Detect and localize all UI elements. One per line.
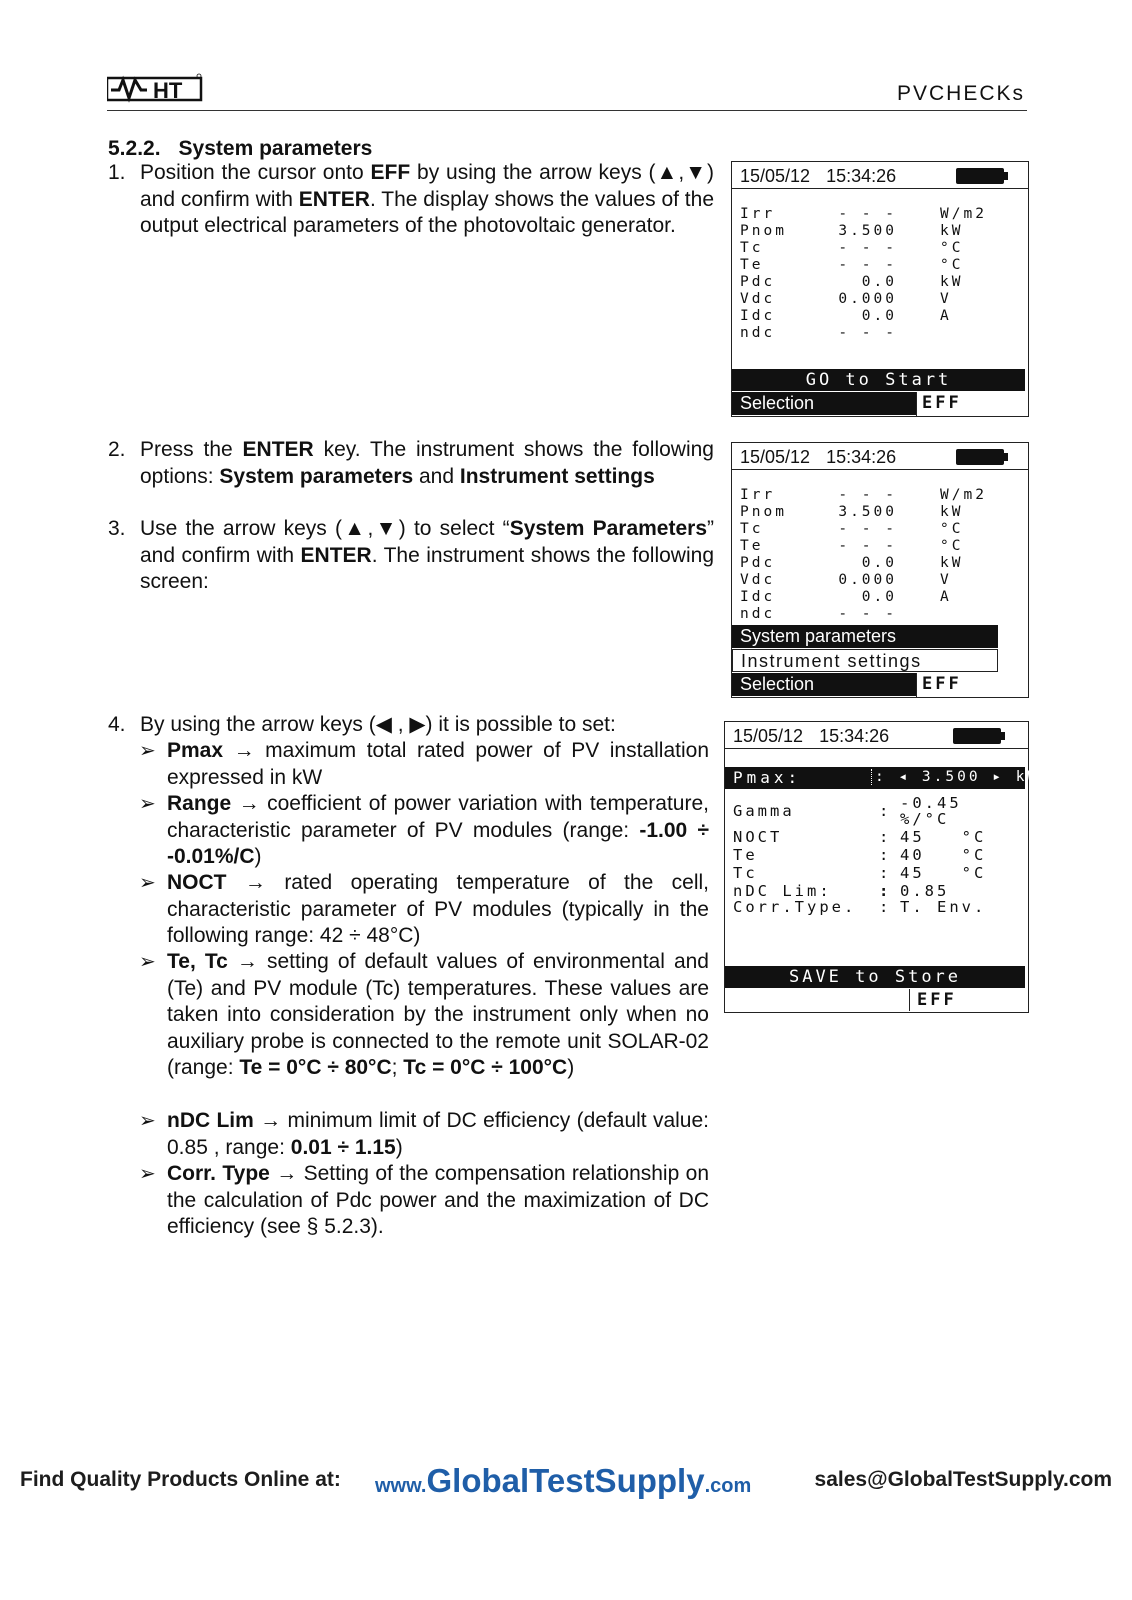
bullet-key: NOCT (167, 871, 227, 894)
bullet-text: Setting of the compensation relationship on the calculation of Pdc power and the maximization of DC efficiency (see § 5.2.3). (167, 1162, 710, 1238)
menu-instrument-settings[interactable]: Instrument settings (732, 649, 998, 672)
pmax-label: Pmax: (733, 768, 802, 787)
bullet-key: Pmax (167, 739, 224, 762)
url-suffix: .com (704, 1475, 752, 1497)
battery-icon (953, 728, 1001, 744)
step-number: 1. (108, 161, 126, 184)
bullet-text: rated operating temperature of the cell, characteristic parameter of PV modules (typically in the following range: 42 ÷ 48°C) (167, 871, 709, 947)
bullet-marker: ➢ (139, 740, 156, 762)
step-keyword: ENTER (300, 543, 372, 567)
selection-label: Selection (732, 673, 916, 696)
instrument-screen-2: 15/05/12 15:34:26 Irr - - - W/m2 Pnom 3.500 kW Tc - - - °C Te - - - °C Pdc 0.0 kW Vdc 0.000 V Idc 0.0 A ndc - - - System parameters Instrument settings Selection EFF (731, 442, 1029, 698)
footer-website-link[interactable] (375, 1462, 751, 1500)
header-rule (107, 110, 1027, 111)
step-text: by using the arrow keys (▲,▼) and confirm with (140, 161, 714, 211)
mode-eff: EFF (922, 674, 962, 694)
step-keyword: ENTER (242, 438, 314, 461)
bullet-range (139, 791, 709, 871)
bullet-value: Te = 0°C ÷ 80°C (239, 1056, 392, 1079)
screen-divider (725, 748, 1028, 749)
step-text: and (413, 464, 460, 488)
arrow-icon: → (276, 1162, 298, 1185)
bullet-text: minimum limit of DC efficiency (default value: 0.85 , range: (167, 1109, 709, 1159)
bullet-ndc-lim: ➢ nDC Lim → minimum limit of DC efficiency (default value: 0.85 , range: 0.01 ÷ 1.15) (139, 1109, 709, 1159)
bullet-key: Corr. Type (167, 1162, 270, 1185)
step-keyword: Instrument settings (459, 464, 655, 488)
battery-icon (956, 168, 1004, 184)
bullet-marker: ➢ (139, 1163, 156, 1185)
step-text: Position the cursor onto (140, 161, 371, 184)
bullet-marker: ➢ (139, 872, 156, 894)
url-prefix: www. (375, 1475, 427, 1497)
arrow-icon: → (236, 950, 258, 973)
step-number: 4. (108, 713, 126, 736)
instrument-screen-1: 15/05/12 15:34:26 Irr - - - W/m2 Pnom 3.500 kW Tc - - - °C Te - - - °C Pdc 0.0 kW Vdc 0.000 V Idc 0.0 A ndc - - - GO to Start Selection EFF (731, 161, 1029, 417)
screen-time: 15:34:26 (826, 166, 897, 186)
go-to-start-bar[interactable]: GO to Start (732, 369, 1025, 391)
step-text: key. The instrument shows the following options: (140, 438, 714, 488)
bullet-noct (139, 870, 709, 950)
screen-datetime (740, 166, 896, 187)
step-keyword: System Parameters (509, 517, 707, 540)
svg-text:HT: HT (153, 78, 183, 103)
screen-divider (732, 188, 1028, 189)
step-keyword: System parameters (219, 464, 414, 488)
step-number: 2. (108, 438, 126, 461)
step-text: Press the (140, 438, 243, 461)
selection-label: Selection (732, 392, 916, 415)
menu-system-parameters[interactable]: System parameters (732, 625, 998, 648)
section-title (108, 137, 390, 161)
bullet-marker: ➢ (139, 1110, 156, 1132)
footer-email-link[interactable]: sales@GlobalTestSupply.com (814, 1468, 1112, 1491)
step-text: ” and confirm with (140, 517, 714, 567)
mode-eff: EFF (917, 990, 957, 1010)
footer-tagline: Find Quality Products Online at: (20, 1468, 341, 1491)
section-name: System parameters (178, 137, 373, 160)
bullet-te-tc: ➢ Te, Tc → setting of default values of environmental and (Te) and PV module (Tc) temperatures. These values are taken into consideration by the instrument only when no auxiliary probe is connected to the remote unit SOLAR-02 (range: Te = 0°C ÷ 80°C; Tc = 0°C ÷ 100°C) (139, 950, 709, 1079)
step-keyword: EFF (370, 161, 411, 184)
screen-datetime (733, 726, 889, 747)
product-name: PVCHECKs (896, 82, 1025, 105)
step-4 (108, 712, 714, 739)
step-text: . The display shows the values of the output electrical parameters of the photovoltaic generator. (140, 187, 714, 237)
bullet-text: coefficient of power variation with temperature, characteristic parameter of PV modules (range: (167, 792, 709, 842)
step-2 (108, 437, 714, 490)
arrow-icon: → (233, 739, 255, 762)
mode-eff: EFF (922, 393, 962, 413)
pmax-value[interactable]: : ◂ 3.500 ▸ kW (871, 769, 1039, 785)
instrument-screen-3: 15/05/12 15:34:26 Pmax: : ◂ 3.500 ▸ kW Gamma : -0.45 %/°C NOCT : 45 °C Te : 40 °C Tc : 45 °C nDC Lim: : 0.85 Corr.Type. : T. Env. SAVE to Store EFF (724, 721, 1029, 1013)
step-text: By using the arrow keys (◀ , ▶) it is possible to set: (140, 713, 616, 736)
step-number: 3. (108, 517, 126, 540)
screen-date: 15/05/12 (733, 726, 804, 746)
bullet-key: Range (167, 792, 232, 815)
save-to-store-bar[interactable]: SAVE to Store (725, 966, 1025, 988)
arrow-icon: → (244, 871, 266, 894)
step-1 (108, 160, 714, 240)
bullet-marker: ➢ (139, 951, 156, 973)
footer (0, 1462, 1132, 1502)
section-number: 5.2.2. (108, 137, 161, 160)
bullet-value: Tc = 0°C ÷ 100°C (403, 1056, 568, 1079)
step-3 (108, 516, 714, 596)
bullet-text: setting of default values of environmental and (Te) and PV module (Tc) temperatures. These values are taken into consideration by the instrument only when no auxiliary probe is connected to the remote unit SOLAR-02 (range: (167, 950, 709, 1079)
bullet-pmax (139, 738, 709, 791)
bullet-value: -1.00 ÷ -0.01%/C (167, 818, 709, 868)
screen-divider (732, 469, 1028, 470)
bullet-key: Te, Tc (167, 950, 228, 973)
ht-logo (107, 68, 203, 106)
arrow-icon: → (260, 1109, 282, 1132)
bullet-corr-type (139, 1161, 710, 1241)
url-name: GlobalTestSupply (426, 1462, 705, 1499)
step-text: . The instrument shows the following screen: (140, 543, 714, 593)
pmax-bar[interactable] (725, 767, 1040, 789)
step-keyword: ENTER (298, 187, 370, 211)
screen-time: 15:34:26 (819, 726, 890, 746)
battery-icon (956, 449, 1004, 465)
bullet-value: 0.01 ÷ 1.15 (290, 1135, 396, 1159)
arrow-icon: → (238, 792, 260, 815)
bullet-text: maximum total rated power of PV installation expressed in kW (167, 739, 709, 789)
bullet-text: ) (254, 845, 262, 868)
bullet-marker: ➢ (139, 793, 156, 815)
screen-datetime (740, 447, 896, 468)
screen-time: 15:34:26 (826, 447, 897, 467)
screen-date: 15/05/12 (740, 166, 811, 186)
step-text: Use the arrow keys (▲,▼) to select “ (140, 517, 510, 540)
screen-date: 15/05/12 (740, 447, 811, 467)
bullet-key: nDC Lim (167, 1109, 254, 1132)
